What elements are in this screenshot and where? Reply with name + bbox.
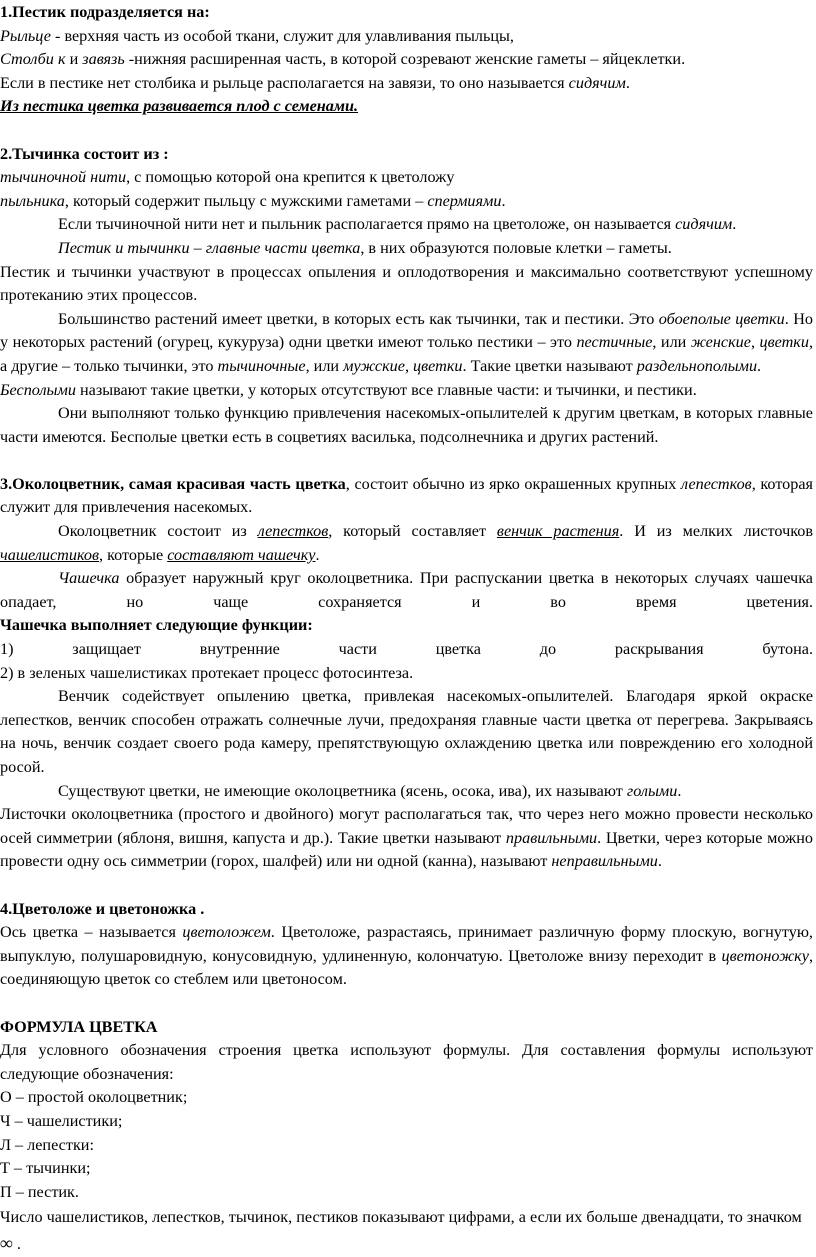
legend-item: Л – лепестки: xyxy=(0,1135,94,1154)
naked-flowers-paragraph: Существуют цветки, не имеющие околоцветника (ясень, осока, ива), их называют голыми. xyxy=(58,781,682,800)
legend-item: Ч – чашелистики; xyxy=(0,1111,123,1130)
stigma-line: Рыльце - верхняя часть из особой ткани, служит для улавливания пыльцы, xyxy=(0,26,514,45)
infinity-symbol: ∞ xyxy=(0,1233,13,1254)
calyx-function-1: 1) защищает внутренние части цветка до раскрывания бутона. xyxy=(0,640,813,659)
pollination-paragraph: Пестик и тычинки участвуют в процессах опыления и оплодотворения и максимально соответствуют успешному протеканию этих процессов. xyxy=(0,262,813,305)
corolla-paragraph: Венчик содействует опылению цветка, привлекая насекомых-опылителей. Благодаря яркой окраске лепестков, венчик способен отражать солнечные лучи, предохраняя главные части цветка от перегрева. Закрываясь на ночь, венчик создает своего рода камеру, препятствующую охлаждению цветка или повреждению его холодной росой. xyxy=(0,687,813,776)
flower-formula-heading: ФОРМУЛА ЦВЕТКА xyxy=(0,1017,158,1036)
style-ovary-line: Столби к и завязь -нижняя расширенная часть, в которой созревают женские гаметы – яйцеклетки. xyxy=(0,50,686,69)
calyx-paragraph: Чашечка образует наружный круг околоцветника. При распускании цветка в некоторых случаях чашечка опадает, но чаще сохраняется и во время цветения. xyxy=(0,569,813,611)
perianth-composition-paragraph: Околоцветник состоит из лепестков, который составляет венчик растения. И из мелких листочков чашелистиков, которые составляют чашечку. xyxy=(0,522,813,564)
spacer xyxy=(0,119,813,143)
section-2-heading: 2.Тычинка состоит из : xyxy=(0,144,169,163)
document-body xyxy=(0,1,813,1257)
legend-item: Т – тычинки; xyxy=(0,1159,91,1178)
sessile-stigma-line: Если в пестике нет столбика и рыльце располагается на завязи, то оно называется сидячим. xyxy=(0,73,630,92)
symmetry-paragraph: Листочки околоцветника (простого и двойного) могут располагаться так, что через него можно провести несколько осей симметрии (яблоня, вишня, капуста и др.). Такие цветки называют правильными. Цветки, через которые можно провести одну ось симметрии (горох, шалфей) или ни одной (канна), называют неправильными. xyxy=(0,805,813,871)
perianth-intro-paragraph: 3.Околоцветник, самая красивая часть цветка, состоит обычно из ярко окрашенных крупных лепестков, которая служит для привлечения насекомых. xyxy=(0,474,813,517)
fruit-statement: Из пестика цветка развивается плод с семенами. xyxy=(0,97,359,116)
legend-item: О – простой околоцветник; xyxy=(0,1088,188,1107)
calyx-function-2: 2) в зеленых чашелистиках протекает процесс фотосинтеза. xyxy=(0,663,414,682)
asexual-paragraph: Бесполыми называют такие цветки, у которых отсутствуют все главные части: и тычинки, и пестики. xyxy=(0,380,697,399)
spacer xyxy=(0,874,813,898)
main-parts-paragraph: Пестик и тычинки – главные части цветка, в них образуются половые клетки – гаметы. xyxy=(58,238,672,257)
sessile-anther-paragraph: Если тычиночной нити нет и пыльник располагается прямо на цветоложе, он называется сидячим. xyxy=(58,215,737,234)
legend-item: П – пестик. xyxy=(0,1182,79,1201)
section-1-heading: 1.Пестик подразделяется на: xyxy=(0,3,210,21)
calyx-functions-heading: Чашечка выполняет следующие функции: xyxy=(0,616,313,635)
spacer xyxy=(0,992,813,1016)
formula-intro-paragraph: Для условного обозначения строения цветка используют формулы. Для составления формулы используют следующие обозначения: xyxy=(0,1041,813,1083)
bisexual-paragraph: Большинство растений имеет цветки, в которых есть как тычинки, так и пестики. Это обоеполые цветки. Но у некоторых растений (огурец, кукуруза) одни цветки имеют только пестики – это пестичные, или женские, цветки, а другие – только тычинки, это тычиночные, или мужские, цветки. Такие цветки называют раздельнополыми. xyxy=(0,309,813,375)
count-notation-paragraph: Число чашелистиков, лепестков, тычинок, пестиков показывают цифрами, а если их больше двенадцати, то значком ∞ . xyxy=(0,1208,802,1254)
asexual-function-paragraph: Они выполняют только функцию привлечения насекомых-опылителей к другим цветкам, в которых главные части имеются. Бесполые цветки есть в соцветиях василька, подсолнечника и других растений. xyxy=(0,404,813,446)
anther-line: пыльника, который содержит пыльцу с мужскими гаметами – спермиями. xyxy=(0,191,506,210)
receptacle-paragraph: Ось цветка – называется цветоложем. Цветоложе, разрастаясь, принимает различную форму плоскую, вогнутую, выпуклую, полушаровидную, конусовидную, удлиненную, колончатую. Цветоложе внизу переходит в цветоножку, соединяющую цветок со стеблем или цветоносом. xyxy=(0,923,813,989)
spacer xyxy=(0,449,813,473)
section-4-heading: 4.Цветоложе и цветоножка . xyxy=(0,899,205,918)
filament-line: тычиночной нити, с помощью которой она крепится к цветоложу xyxy=(0,168,455,187)
